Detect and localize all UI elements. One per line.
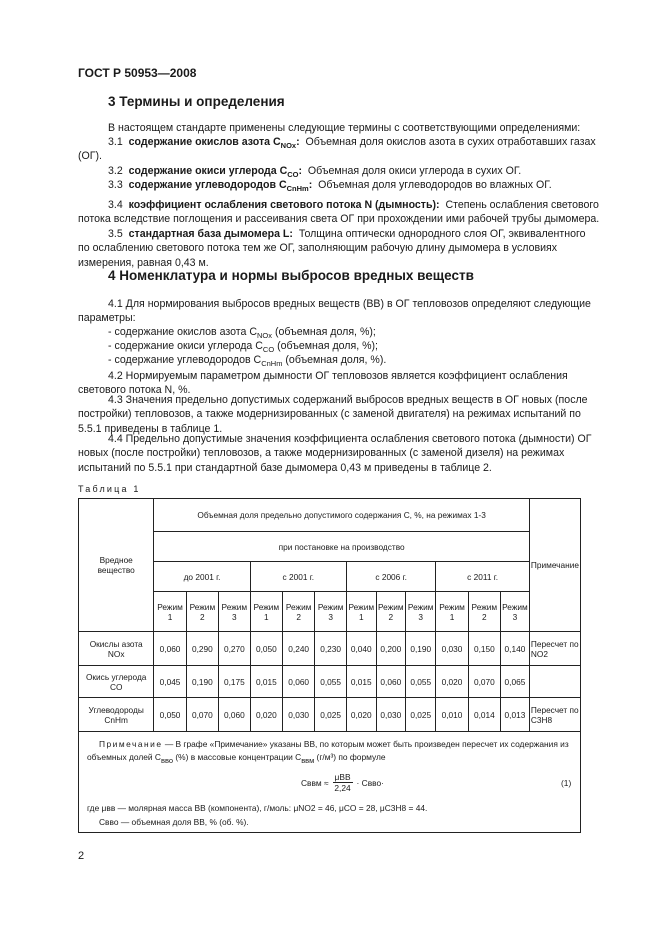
term-3-3: 3.3 содержание углеводородов $C_{CnHm}$: Объемная доля углеводородов во влажных ОГ. — [108, 179, 552, 193]
value-cell: 0,055 — [315, 666, 347, 698]
mode-header: Режим 2 — [283, 592, 315, 632]
list-item-co: - содержание окиси углерода $C_{CO}$ (объемная доля, %); — [108, 340, 379, 354]
table-row — [79, 632, 581, 666]
value-cell: 0,270 — [219, 632, 251, 666]
value-cell: 0,070 — [468, 666, 500, 698]
mode-header: Режим 1 — [154, 592, 186, 632]
list-item-nox: - содержание окислов азота $C_{NOx}$ (объемная доля, %); — [108, 326, 376, 340]
table-note: Примечание — В графе «Примечание» указаны ВВ, по которым может быть произведен пересчет их содержания из объемных долей $C_{вво}$ (%) в массовые концентрации $C_{ввм}$ (г/м³) по формуле — [87, 739, 569, 765]
page-number: 2 — [78, 850, 85, 862]
section-4-title: 4 Номенклатура и нормы выбросов вредных веществ — [108, 268, 474, 283]
value-cell: 0,070 — [186, 698, 218, 732]
term-3-2: 3.2 содержание окиси углерода $C_{CO}$: Объемная доля окиси углерода в сухих ОГ. — [108, 165, 522, 179]
value-cell: 0,015 — [250, 666, 282, 698]
note-cell: Пересчет по NO2 — [529, 632, 580, 666]
mode-header-row — [79, 592, 581, 632]
mode-header: Режим 3 — [406, 592, 436, 632]
table-note-cell — [79, 732, 581, 833]
value-cell: 0,190 — [406, 632, 436, 666]
value-cell: 0,060 — [376, 666, 406, 698]
note-cell — [529, 666, 580, 698]
substance-cell: Окислы азота NOx — [79, 632, 154, 666]
mode-header: Режим 2 — [468, 592, 500, 632]
mode-header: Режим 3 — [501, 592, 530, 632]
value-cell: 0,015 — [346, 666, 376, 698]
document-header: ГОСТ Р 50953—2008 — [78, 66, 197, 80]
value-cell: 0,060 — [283, 666, 315, 698]
where-text: где μвв — молярная масса ВВ (компонента), г/моль: μNO2 = 46, μCO = 28, μC3H8 = 44. — [87, 803, 428, 813]
period-header: с 2011 г. — [436, 562, 530, 592]
value-cell: 0,190 — [186, 666, 218, 698]
header-note: Примечание — [529, 499, 580, 632]
table-row — [79, 666, 581, 698]
value-cell: 0,045 — [154, 666, 186, 698]
value-cell: 0,150 — [468, 632, 500, 666]
mode-header: Режим 1 — [250, 592, 282, 632]
term-3-4: 3.4 коэффициент ослабления светового потока N (дымность): Степень ослабления светового потока вследствие поглощения и рассеивания света ОГ при прохождении ими рабочей трубы дымомера. — [78, 199, 600, 226]
header-group: Объемная доля предельно допустимого содержания C, %, на режимах 1-3 — [154, 499, 530, 532]
value-cell: 0,200 — [376, 632, 406, 666]
period-header: с 2006 г. — [346, 562, 435, 592]
para-4-1: 4.1 Для нормирования выбросов вредных веществ (ВВ) в ОГ тепловозов определяют следующие параметры: — [78, 298, 591, 325]
section-3-intro: В настоящем стандарте применены следующие термины с соответствующими определениями: — [108, 122, 581, 134]
header-substance: Вредное вещество — [79, 499, 154, 632]
substance-cell: Углеводороды CnHm — [79, 698, 154, 732]
mode-header: Режим 1 — [346, 592, 376, 632]
value-cell: 0,025 — [406, 698, 436, 732]
value-cell: 0,065 — [501, 666, 530, 698]
value-cell: 0,030 — [436, 632, 468, 666]
value-cell: 0,030 — [376, 698, 406, 732]
value-cell: 0,230 — [315, 632, 347, 666]
para-4-2: 4.2 Нормируемым параметром дымности ОГ тепловозов является коэффициент ослабления светового потока N, %. — [78, 370, 568, 397]
value-cell: 0,040 — [346, 632, 376, 666]
term-3-5: 3.5 стандартная база дымомера L: Толщина оптически однородного слоя ОГ, эквивалентного по ослаблению светового потока тем же ОГ, заполняющим рабочую длину дымомера в условиях измерения, равная 0,43 м. — [78, 228, 586, 269]
mode-header: Режим 2 — [186, 592, 218, 632]
formula-1: Cввм ≈ μBB 2,24 · Cвво· — [301, 772, 384, 793]
table-caption: Таблица 1 — [78, 484, 141, 494]
para-4-4: 4.4 Предельно допустимые значения коэффициента ослабления светового потока (дымности) ОГ новых (после постройки) тепловозов, а также модернизированных (с заменой дизеля) на режимах испытаний по 5.5.1 при стандартной базе дымомера 0,43 м приведены в таблице 2. — [78, 433, 592, 474]
formula-fraction: μBB 2,24 — [334, 772, 351, 793]
value-cell: 0,010 — [436, 698, 468, 732]
table-row — [79, 698, 581, 732]
value-cell: 0,140 — [501, 632, 530, 666]
value-cell: 0,050 — [250, 632, 282, 666]
value-cell: 0,020 — [346, 698, 376, 732]
value-cell: 0,055 — [406, 666, 436, 698]
value-cell: 0,020 — [250, 698, 282, 732]
value-cell: 0,030 — [283, 698, 315, 732]
list-item-cnhm: - содержание углеводородов $C_{CnHm}$ (объемная доля, %). — [108, 354, 387, 368]
value-cell: 0,020 — [436, 666, 468, 698]
para-4-3: 4.3 Значения предельно допустимых содержаний выбросов вредных веществ в ОГ новых (после постройки) тепловозов, а также модернизированных (с заменой двигателя) на режимах испытаний по 5.5.1 приведены в таблице 1. — [78, 394, 588, 435]
emissions-table — [78, 498, 581, 833]
mode-header: Режим 3 — [219, 592, 251, 632]
table-body — [79, 632, 581, 732]
value-cell: 0,014 — [468, 698, 500, 732]
value-cell: 0,013 — [501, 698, 530, 732]
substance-cell: Окись углерода CO — [79, 666, 154, 698]
note-cell: Пересчет по C3H8 — [529, 698, 580, 732]
value-cell: 0,290 — [186, 632, 218, 666]
mode-header: Режим 3 — [315, 592, 347, 632]
header-subgroup: при постановке на производство — [154, 532, 530, 562]
cvvo-text: Cвво — объемная доля ВВ, % (об. %). — [99, 817, 249, 827]
mode-header: Режим 2 — [376, 592, 406, 632]
value-cell: 0,240 — [283, 632, 315, 666]
period-header: с 2001 г. — [250, 562, 346, 592]
section-3-title: 3 Термины и определения — [108, 94, 285, 109]
value-cell: 0,025 — [315, 698, 347, 732]
value-cell: 0,060 — [154, 632, 186, 666]
value-cell: 0,060 — [219, 698, 251, 732]
term-3-1: 3.1 содержание окислов азота $C_{NOx}$: Объемная доля окислов азота в сухих отработавших газах (ОГ). — [78, 136, 596, 163]
period-header: до 2001 г. — [154, 562, 250, 592]
mode-header: Режим 1 — [436, 592, 468, 632]
value-cell: 0,050 — [154, 698, 186, 732]
formula-number: (1) — [561, 778, 572, 788]
value-cell: 0,175 — [219, 666, 251, 698]
